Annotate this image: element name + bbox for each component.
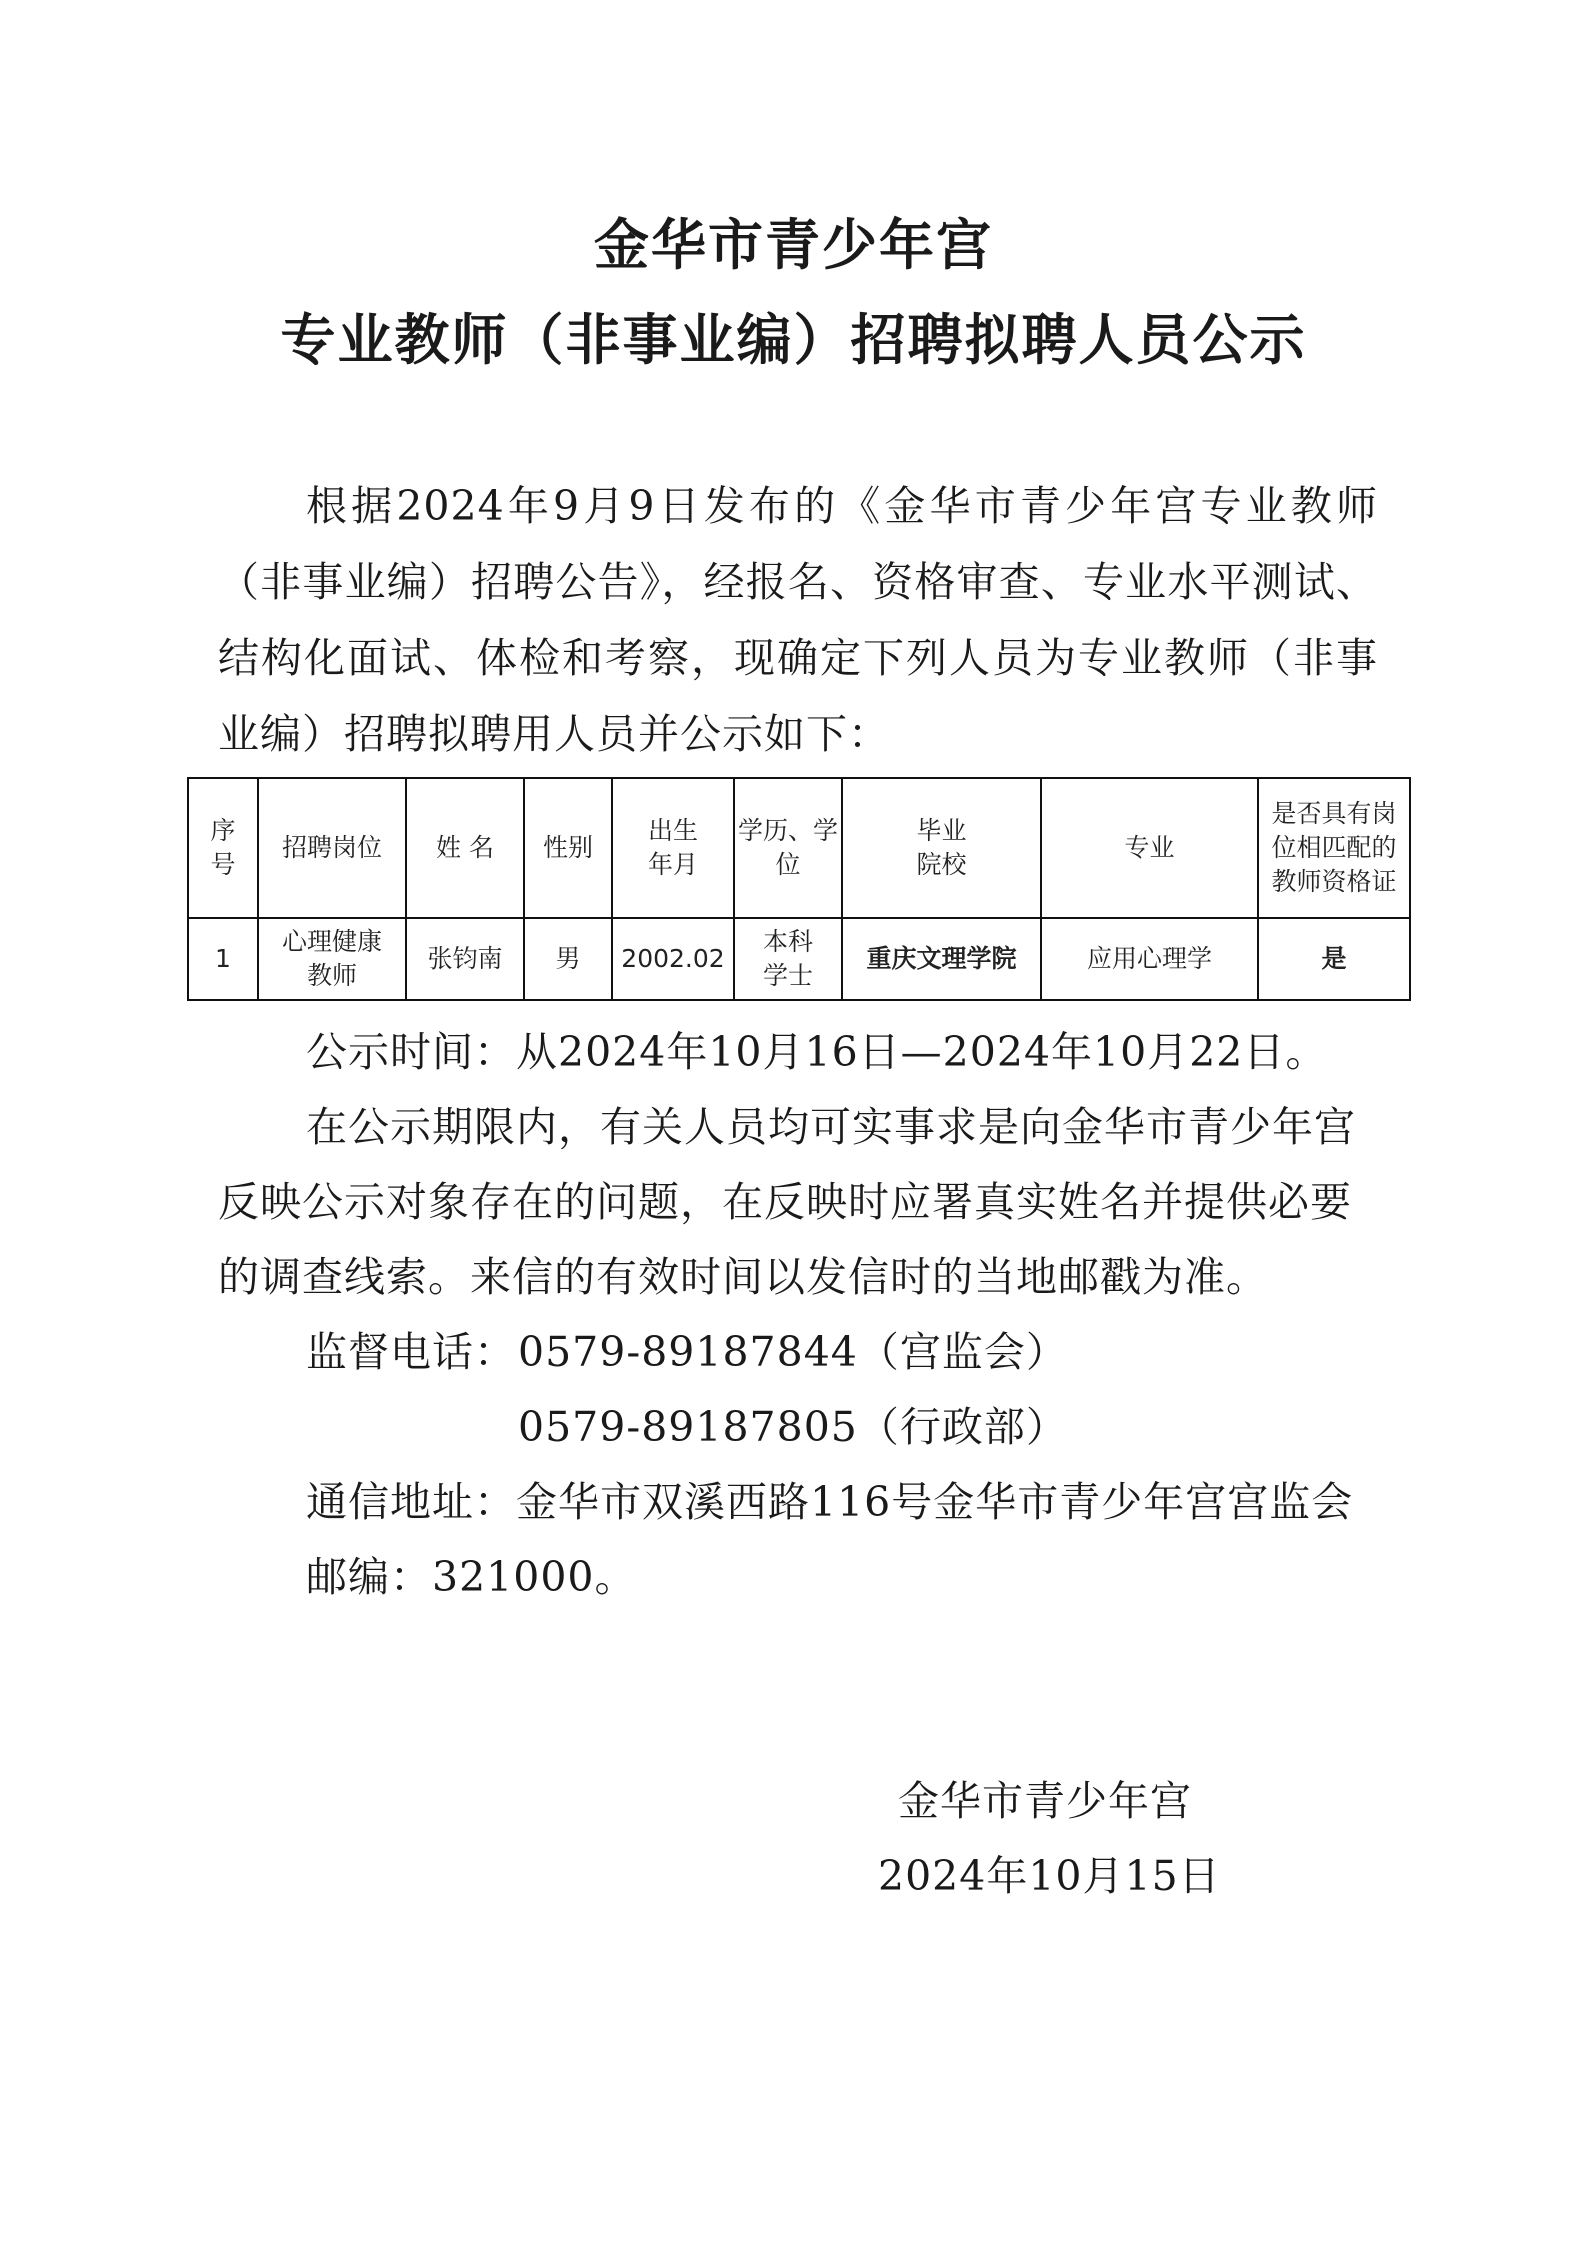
cell-name: 张钧南 bbox=[406, 918, 524, 1000]
phone-number-1: 0579-89187844（宫监会） bbox=[518, 1328, 1068, 1376]
cell-index: 1 bbox=[188, 918, 258, 1000]
cell-degree: 本科 学士 bbox=[734, 918, 842, 1000]
signature-org: 金华市青少年宫 bbox=[898, 1777, 1192, 1825]
notice-period: 公示时间：从2024年10月16日—2024年10月22日。 bbox=[306, 1028, 1328, 1076]
header-name: 姓 名 bbox=[406, 778, 524, 918]
cell-gender: 男 bbox=[524, 918, 612, 1000]
mailing-address: 通信地址：金华市双溪西路116号金华市青少年宫宫监会 bbox=[306, 1478, 1354, 1526]
candidate-table bbox=[187, 777, 1411, 1001]
document-title-line-2: 专业教师（非事业编）招聘拟聘人员公示 bbox=[280, 308, 1307, 372]
cell-position: 心理健康 教师 bbox=[258, 918, 406, 1000]
table-header-row bbox=[188, 778, 1410, 918]
notice-feedback-line-2: 反映公示对象存在的问题，在反映时应署真实姓名并提供必要 bbox=[218, 1178, 1352, 1226]
header-index: 序 号 bbox=[188, 778, 258, 918]
cell-major: 应用心理学 bbox=[1041, 918, 1258, 1000]
header-major: 专业 bbox=[1041, 778, 1258, 918]
header-position: 招聘岗位 bbox=[258, 778, 406, 918]
header-degree: 学历、学 位 bbox=[734, 778, 842, 918]
phone-label: 监督电话： bbox=[306, 1328, 516, 1376]
notice-feedback-line-1: 在公示期限内，有关人员均可实事求是向金华市青少年宫 bbox=[306, 1103, 1356, 1151]
phone-number-2: 0579-89187805（行政部） bbox=[518, 1403, 1068, 1451]
document-title-line-1: 金华市青少年宫 bbox=[593, 213, 993, 277]
cell-certificate: 是 bbox=[1258, 918, 1410, 1000]
header-certificate: 是否具有岗 位相匹配的 教师资格证 bbox=[1258, 778, 1410, 918]
cell-birth: 2002.02 bbox=[612, 918, 734, 1000]
intro-paragraph: 根据2024年9月9日发布的《金华市青少年宫专业教师（非事业编）招聘公告》，经报名、资格审查、专业水平测试、结构化面试、体检和考察，现确定下列人员为专业教师（非事业编）招聘拟聘用人员并公示如下： bbox=[218, 482, 1378, 758]
notice-feedback-line-3: 的调查线索。来信的有效时间以发信时的当地邮戳为准。 bbox=[218, 1253, 1268, 1301]
header-gender: 性别 bbox=[524, 778, 612, 918]
header-birth: 出生 年月 bbox=[612, 778, 734, 918]
table-row bbox=[188, 918, 1410, 1000]
postal-code: 邮编：321000。 bbox=[306, 1553, 637, 1601]
cell-school: 重庆文理学院 bbox=[842, 918, 1041, 1000]
header-school: 毕业 院校 bbox=[842, 778, 1041, 918]
signature-date: 2024年10月15日 bbox=[878, 1852, 1221, 1900]
